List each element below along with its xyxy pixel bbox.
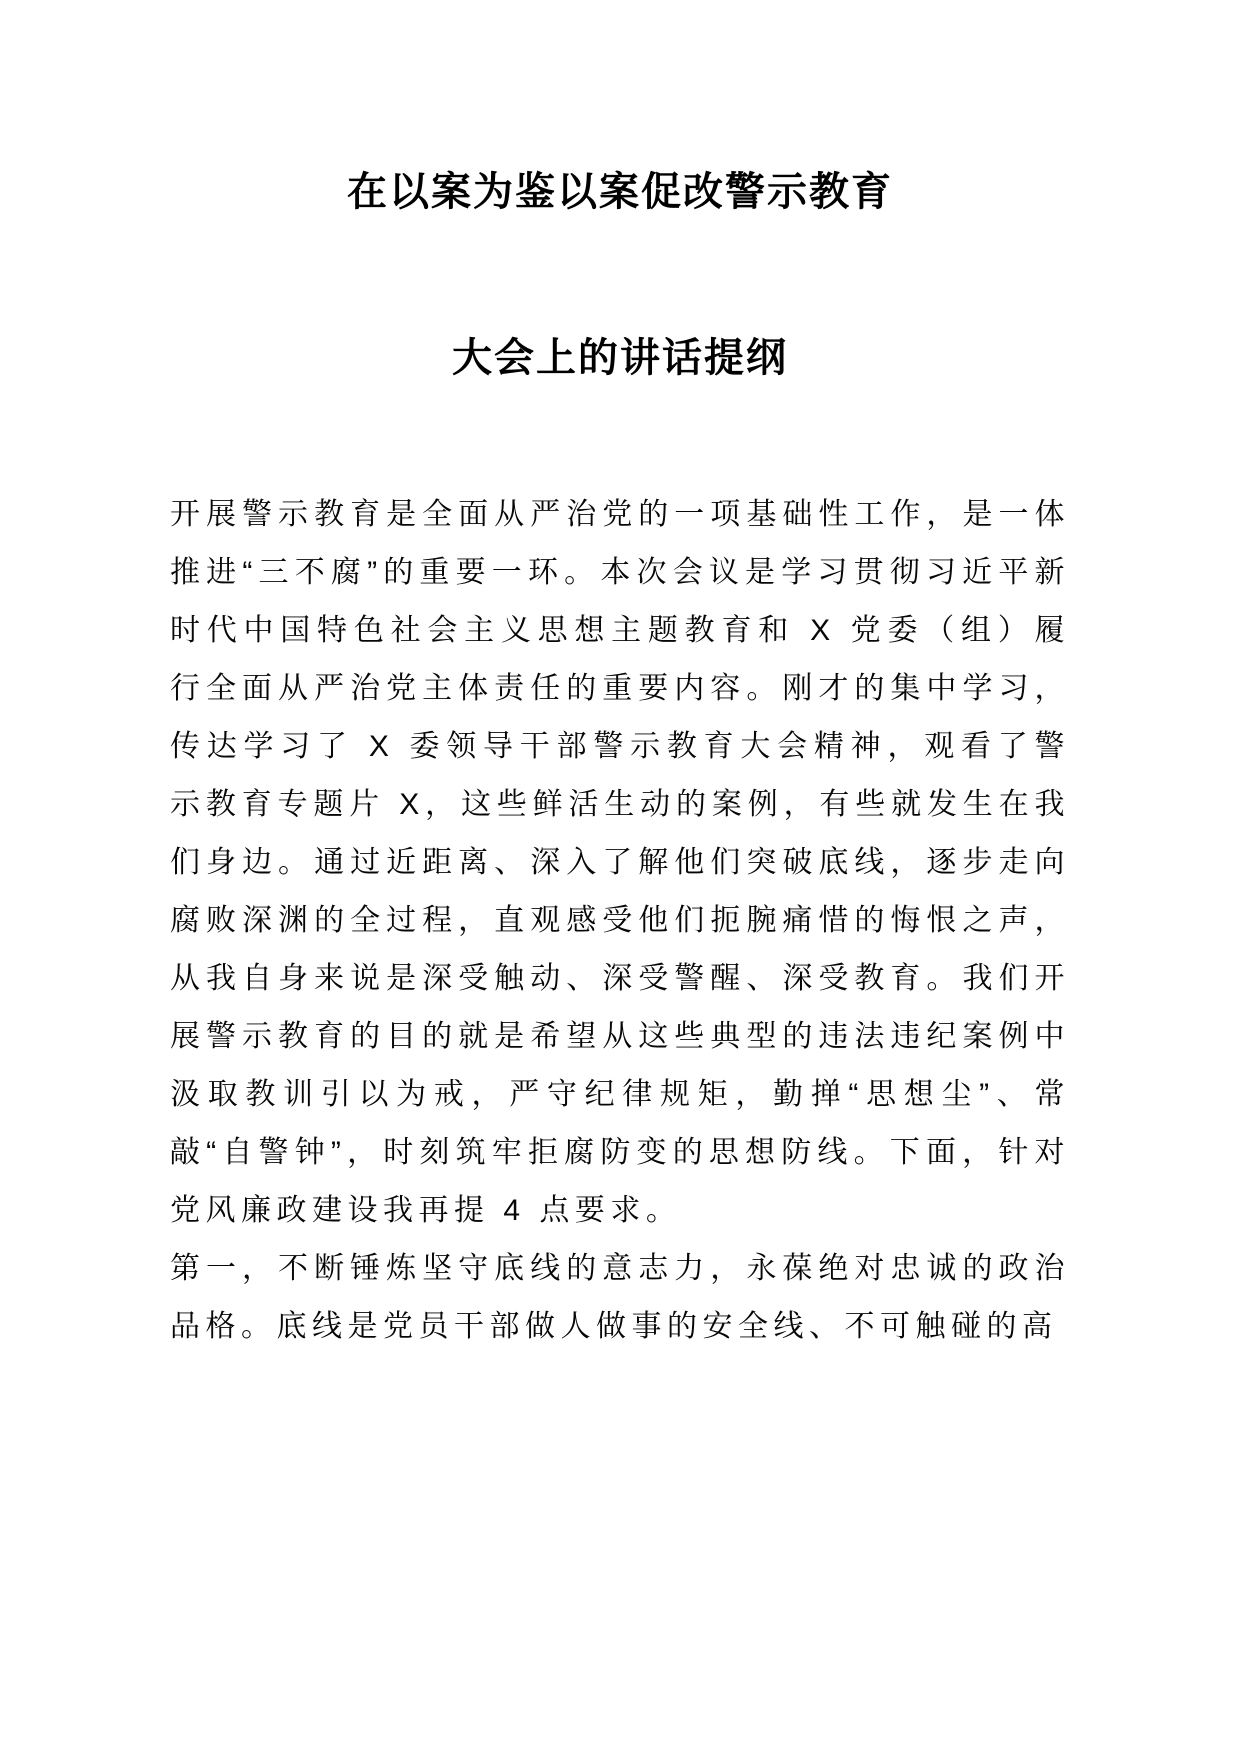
document-title-line2: 大会上的讲话提纲 [452, 336, 788, 380]
document-body [170, 486, 1070, 1356]
document-title-line1: 在以案为鉴以案促改警示教育 [347, 170, 893, 214]
body-paragraph-1: 开展警示教育是全面从严治党的一项基础性工作，是一体推进“三不腐”的重要一环。本次会议是学习贯彻习近平新时代中国特色社会主义思想主题教育和 X 党委（组）履行全面从严治党主体责任的重要内容。刚才的集中学习，传达学习了 X 委领导干部警示教育大会精神，观看了警示教育专题片 X，这些鲜活生动的案例，有些就发生在我们身边。通过近距离、深入了解他们突破底线，逐步走向腐败深渊的全过程，直观感受他们扼腕痛惜的悔恨之声，从我自身来说是深受触动、深受警醒、深受教育。我们开展警示教育的目的就是希望从这些典型的违法违纪案例中汲取教训引以为戒，严守纪律规矩，勤掸“思想尘”、常敲“自警钟”，时刻筑牢拒腐防变的思想防线。下面，针对党风廉政建设我再提 4 点要求。 [170, 498, 1070, 1227]
document-content [170, 168, 1070, 1356]
body-paragraph-2: 第一，不断锤炼坚守底线的意志力，永葆绝对忠诚的政治品格。底线是党员干部做人做事的安全线、不可触碰的高 [170, 1252, 1070, 1343]
